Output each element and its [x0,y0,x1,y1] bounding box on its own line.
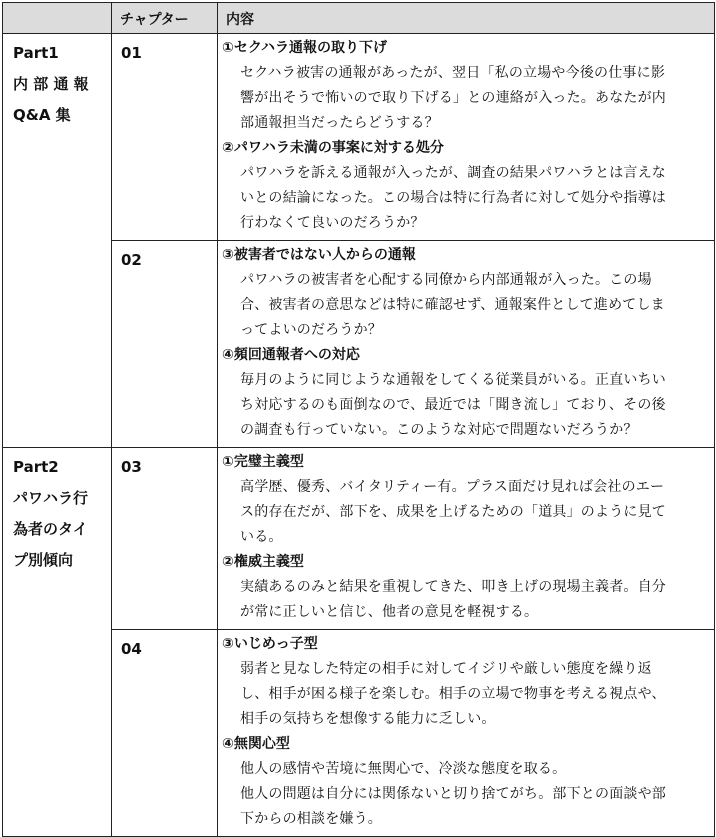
section-line: が常に正しいと信じ、他者の意見を軽視する。 [240,604,539,620]
section-title: ②パワハラ未満の事案に対する処分 [222,140,444,156]
table-row [3,34,715,241]
section-line: ってよいのだろうか？ [240,322,382,338]
section-body [222,161,708,236]
chapter-number: 04 [112,630,218,837]
section-line: 高学歴、優秀、バイタリティー有。プラス面だけ見れば会社のエー [240,479,665,495]
section-title: ③被害者ではない人からの通報 [222,247,416,263]
chapter-table [2,2,715,837]
section-line: 毎月のように同じような通報をしてくる従業員がいる。正直いちい [240,372,666,388]
section-line: 合、被害者の意思などは特に確認せず、通報案件として進めてしま [240,297,665,313]
chapter-number: 03 [112,448,218,630]
section-line: 響が出そうで怖いので取り下げる」との連絡が入った。あなたが内 [240,90,666,106]
chapter-number: 02 [112,241,218,448]
section-line: パワハラの被害者を心配する同僚から内部通報が入った。この場 [240,272,652,288]
section-body [222,61,708,136]
header-content: 内容 [218,3,715,34]
part-cell [3,34,112,448]
section-line: 下からの相談を嫌う。 [240,811,382,827]
section-title: ③いじめっ子型 [222,636,318,652]
section-body [222,757,708,832]
part-title-line: 内 部 通 報 [13,75,89,93]
section-body [222,575,708,625]
section-line: し、相手が困る様子を楽しむ。相手の立場で物事を考える視点や、 [240,686,666,702]
table-row [3,448,715,630]
section-line: の調査も行っていない。このような対応で問題ないだろうか？ [240,422,638,438]
content-cell [218,448,715,630]
content-cell [218,34,715,241]
section-title: ④無関心型 [222,736,290,752]
section-line: 相手の気持ちを想像する能力に乏しい。 [240,711,496,727]
part-title-line: パワハラ行 [13,489,89,507]
section-line: 部通報担当だったらどうする？ [240,115,439,131]
section-line: 実績あるのみと結果を重視してきた、叩き上げの現場主義者。自分 [240,579,666,595]
section-title: ④頻回通報者への対応 [222,347,360,363]
section-title: ②権威主義型 [222,554,304,570]
content-cell [218,630,715,837]
section-body [222,657,708,732]
part-cell [3,448,112,837]
section-title: ①セクハラ通報の取り下げ [222,40,388,56]
part-label: Part1 [13,44,59,62]
section-line: ス的存在だが、部下を、成果を上げるための「道具」のように見て [240,504,666,520]
section-line: いる。 [240,529,283,545]
section-line: セクハラ被害の通報があったが、翌日「私の立場や今後の仕事に影 [240,65,666,81]
part-label: Part2 [13,458,59,476]
section-line: パワハラを訴える通報が入ったが、調査の結果パワハラとは言えな [240,165,666,181]
chapter-number: 01 [112,34,218,241]
header-row [3,3,715,34]
header-chapter: チャプター [112,3,218,34]
section-line: 弱者と見なした特定の相手に対してイジリや厳しい態度を繰り返 [240,661,652,677]
section-line: ち対応するのも面倒なので、最近では「聞き流し」ており、その後 [240,397,666,413]
section-line: 他人の問題は自分には関係ないと切り捨てがち。部下との面談や部 [240,786,666,802]
section-body [222,268,708,343]
section-line: 他人の感情や苦境に無関心で、冷淡な態度を取る。 [240,761,567,777]
section-body [222,368,708,443]
header-part [3,3,112,34]
part-title-line: Q&A 集 [13,106,71,124]
part-title-line: プ別傾向 [13,551,74,569]
section-body [222,475,708,550]
section-title: ①完璧主義型 [222,454,304,470]
part-title-line: 為者のタイ [13,520,88,538]
section-line: いとの結論になった。この場合は特に行為者に対して処分や指導は [240,190,666,206]
section-line: 行わなくて良いのだろうか？ [240,215,425,231]
content-cell [218,241,715,448]
